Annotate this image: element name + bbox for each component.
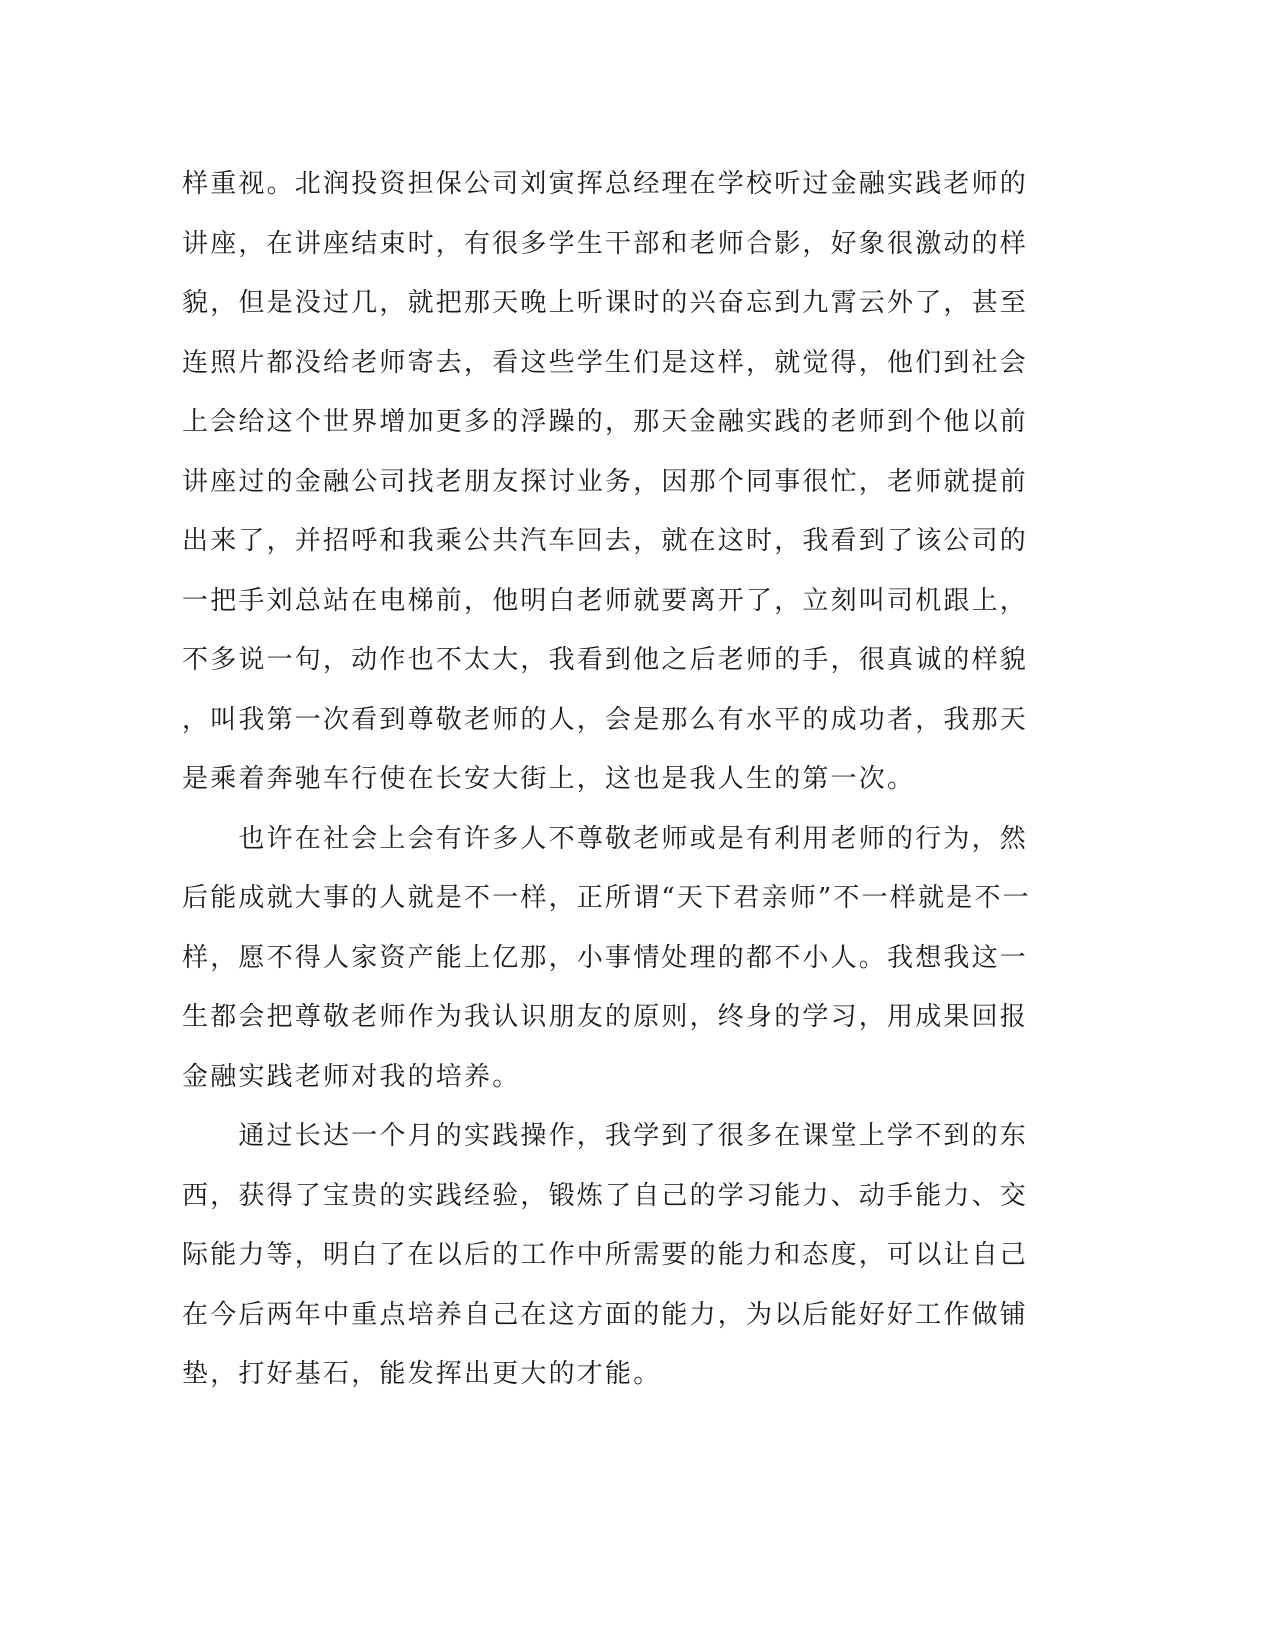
text-line: 讲座，在讲座结束时，有很多学生干部和老师合影，好象很激动的样 [182, 228, 1029, 259]
text-line: 也许在社会上会有许多人不尊敬老师或是有利用老师的行为，然 [182, 823, 1029, 854]
text-line: 垫，打好基石，能发挥出更大的才能。 [182, 1359, 662, 1389]
text-line: 貌，但是没过几，就把那天晚上听课时的兴奋忘到九霄云外了，甚至 [182, 288, 1029, 318]
text-line: 西，获得了宝贵的实践经验，锻炼了自己的学习能力、动手能力、交 [182, 1180, 1029, 1211]
text-line: 后能成就大事的人就是不一样，正所谓“天下君亲师”不一样就是不一 [182, 883, 1031, 913]
text-line: 是乘着奔驰车行使在长安大街上，这也是我人生的第一次。 [182, 764, 916, 794]
text-line: 连照片都没给老师寄去，看这些学生们是这样，就觉得，他们到社会 [182, 347, 1029, 378]
text-line: 在今后两年中重点培养自己在这方面的能力，为以后能好好工作做铺 [182, 1299, 1029, 1330]
text-line: 上会给这个世界增加更多的浮躁的，那天金融实践的老师到个他以前 [182, 407, 1029, 437]
text-line: 样重视。北润投资担保公司刘寅挥总经理在学校听过金融实践老师的 [182, 169, 1029, 199]
text-line: 样，愿不得人家资产能上亿那，小事情处理的都不小人。我想我这一 [182, 942, 1029, 973]
text-line: 金融实践老师对我的培养。 [182, 1061, 521, 1092]
text-line: 不多说一句，动作也不太大，我看到他之后老师的手，很真诚的样貌 [182, 645, 1029, 675]
text-line: 际能力等，明白了在以后的工作中所需要的能力和态度，可以让自己 [182, 1240, 1029, 1270]
body-text [182, 155, 1042, 1405]
text-line: 通过长达一个月的实践操作，我学到了很多在课堂上学不到的东 [182, 1121, 1029, 1151]
text-line: 讲座过的金融公司找老朋友探讨业务，因那个同事很忙，老师就提前 [182, 466, 1029, 497]
text-line: 生都会把尊敬老师作为我认识朋友的原则，终身的学习，用成果回报 [182, 1002, 1029, 1032]
text-line: 出来了，并招呼和我乘公共汽车回去，就在这时，我看到了该公司的 [182, 526, 1029, 556]
text-line: 一把手刘总站在电梯前，他明白老师就要离开了，立刻叫司机跟上， [182, 585, 1029, 616]
text-line: ，叫我第一次看到尊敬老师的人，会是那么有水平的成功者，我那天 [182, 704, 1029, 735]
